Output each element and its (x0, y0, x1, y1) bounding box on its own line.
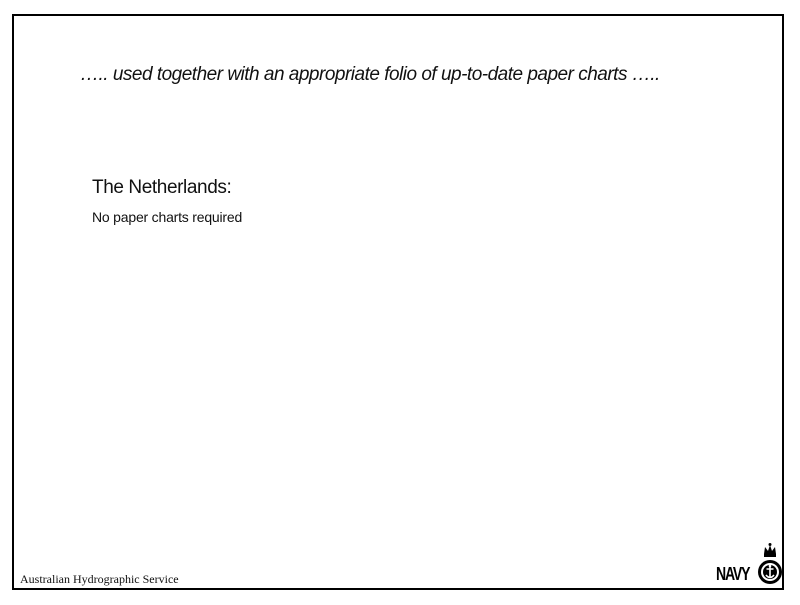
navy-logo-text: NAVY (716, 564, 750, 584)
organization-footer: Australian Hydrographic Service (20, 572, 179, 586)
navy-logo (716, 542, 782, 588)
country-heading: The Netherlands: (92, 177, 232, 198)
slide-headline: ….. used together with an appropriate folio of up-to-date paper charts ….. (80, 64, 660, 85)
paper-charts-note: No paper charts required (92, 209, 243, 225)
slide-frame (12, 14, 784, 590)
navy-crest-icon (756, 542, 784, 588)
